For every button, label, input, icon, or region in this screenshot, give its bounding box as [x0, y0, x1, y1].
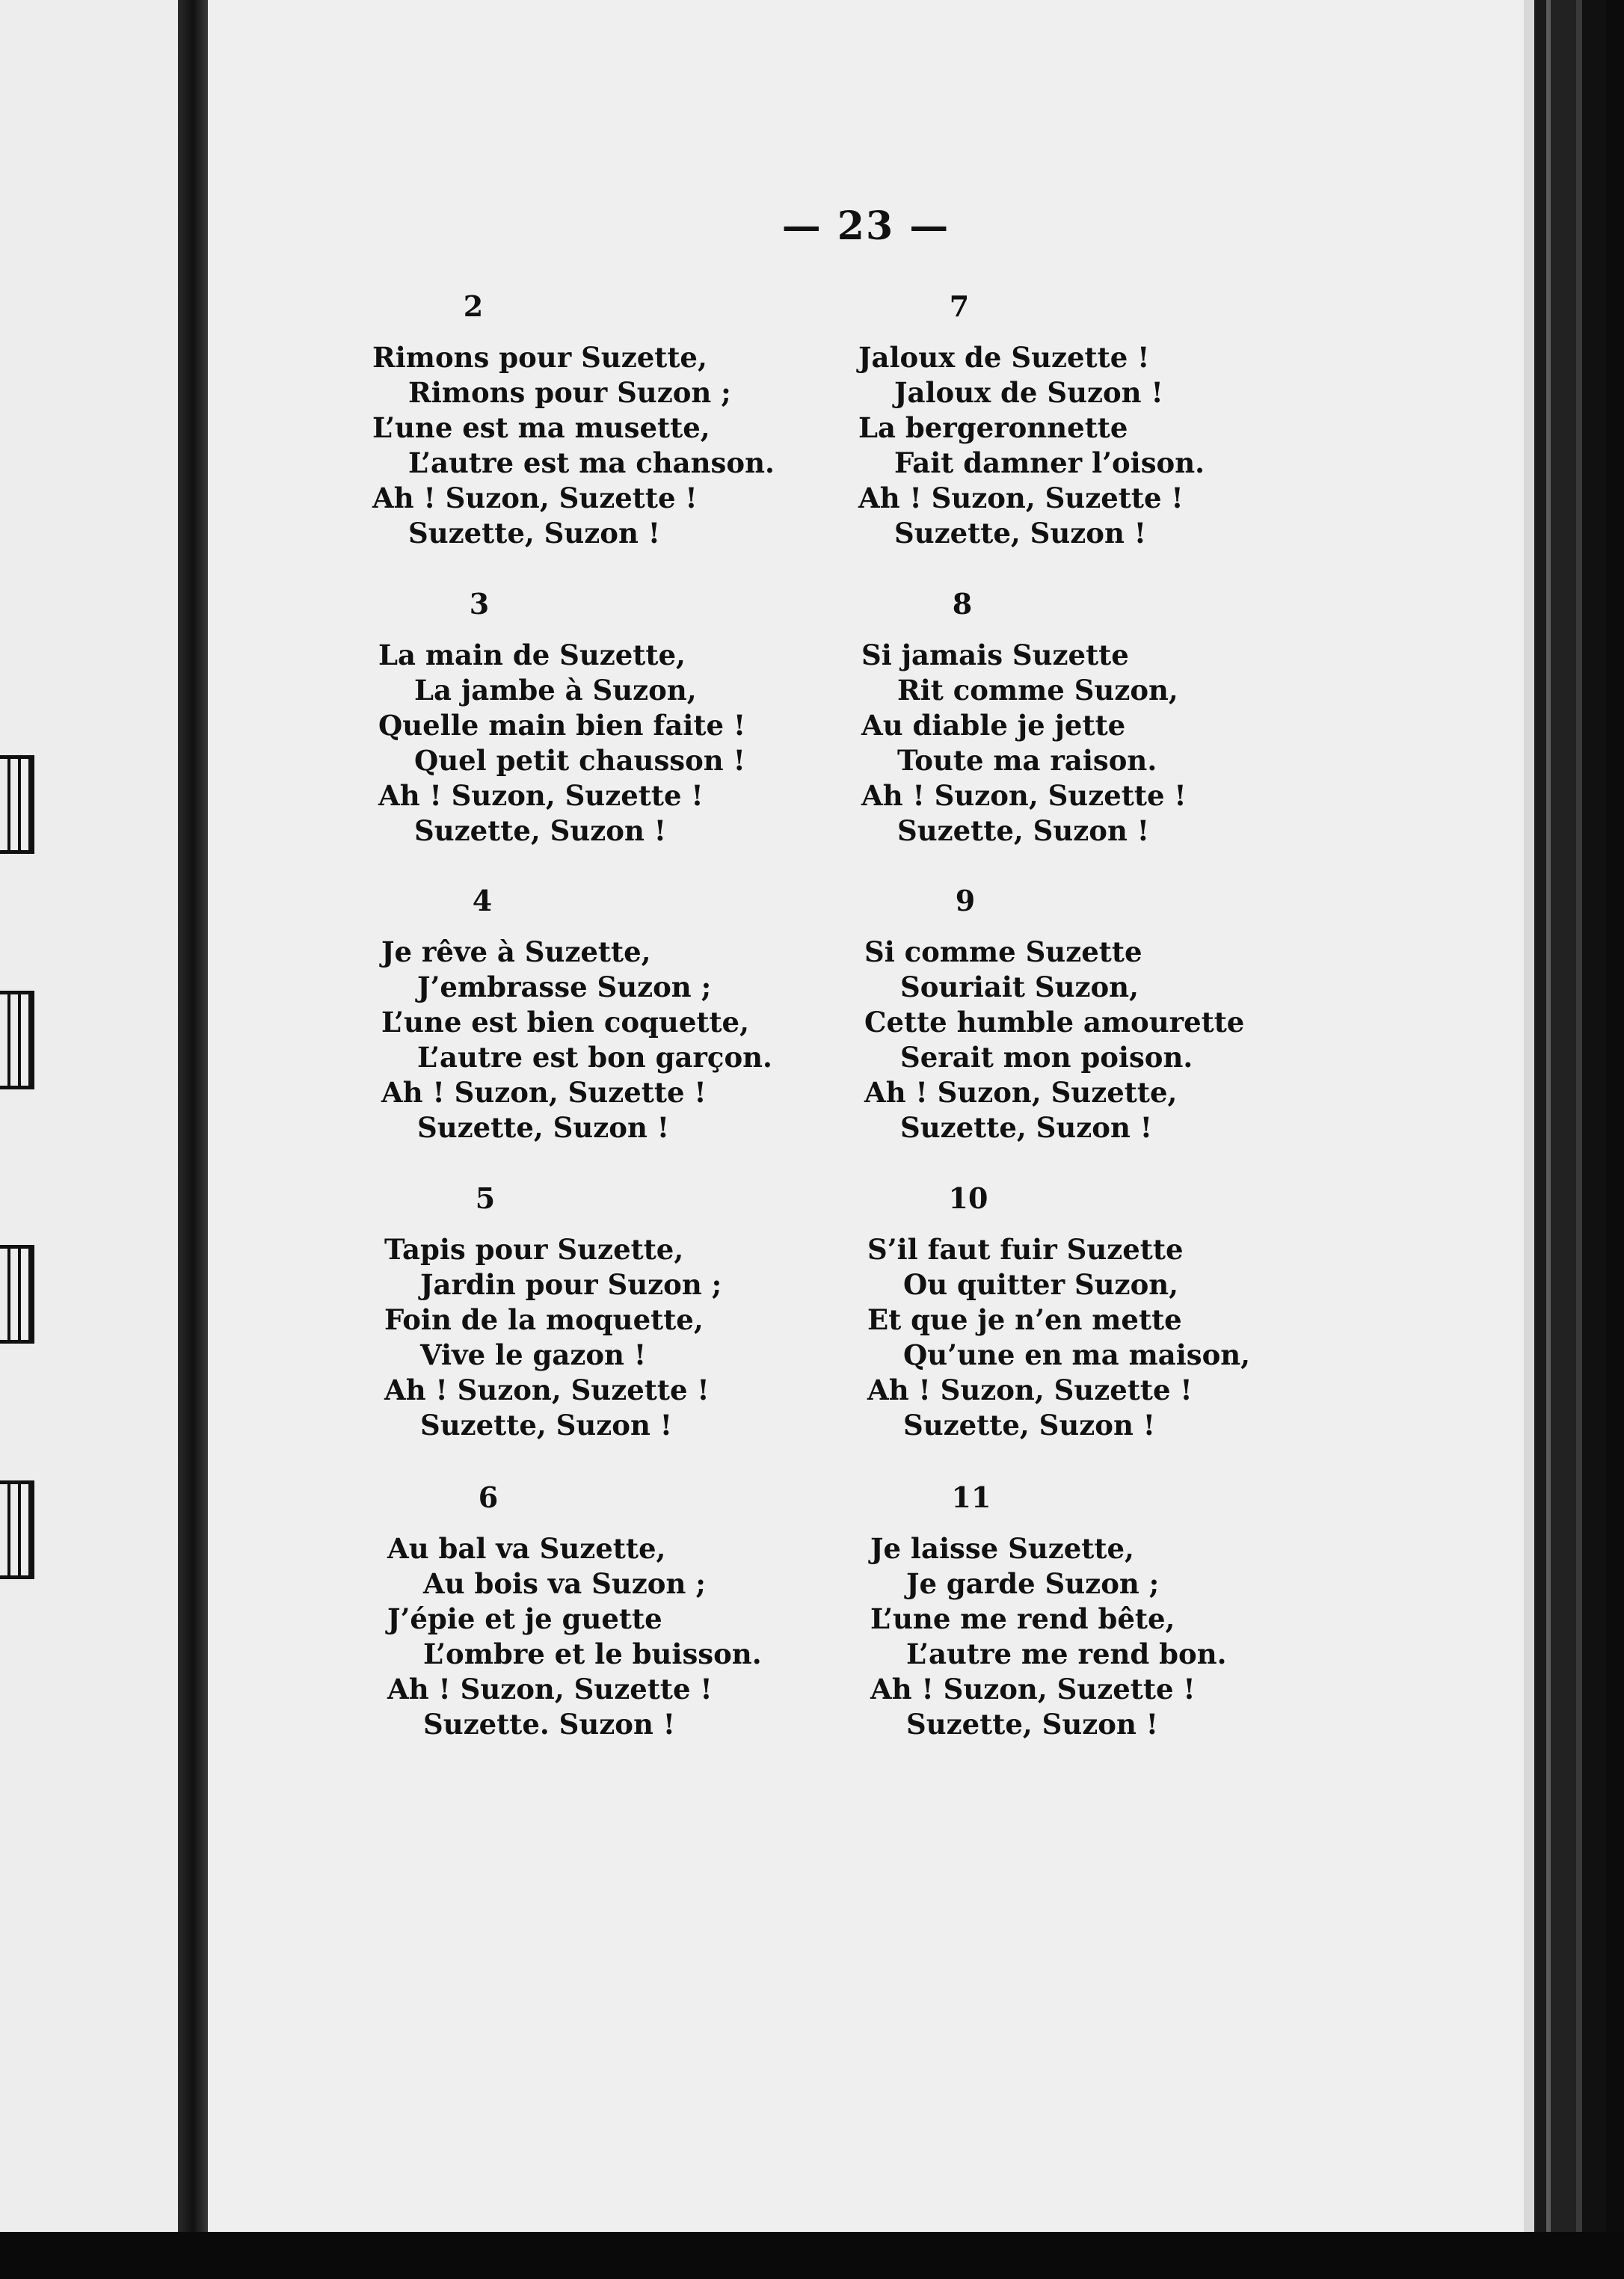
verse-line: Ah ! Suzon, Suzette !: [378, 779, 704, 812]
previous-page-edge: [0, 0, 178, 2232]
verse-line: Jaloux de Suzon !: [894, 376, 1163, 409]
verse-line: Ah ! Suzon, Suzette,: [864, 1076, 1178, 1109]
verse-line: Serait mon poison.: [900, 1041, 1193, 1074]
stanza: [867, 1180, 1316, 1443]
page-tab-mark: [0, 1480, 34, 1579]
verse-line: Au bal va Suzette,: [387, 1532, 666, 1565]
verse-line: Ou quitter Suzon,: [903, 1268, 1179, 1301]
verse-line: S’il faut fuir Suzette: [867, 1233, 1184, 1266]
verse-line: Je garde Suzon ;: [906, 1567, 1160, 1600]
stanza: [384, 1180, 833, 1443]
page-tab-mark: [0, 991, 34, 1089]
book-gutter: [178, 0, 208, 2232]
verse-line: Ah ! Suzon, Suzette !: [381, 1076, 707, 1109]
verse-line: Ah ! Suzon, Suzette !: [870, 1673, 1196, 1706]
verse-line: Je rêve à Suzette,: [381, 935, 651, 968]
verse-line: Jaloux de Suzette !: [858, 341, 1150, 374]
verse-line: L’une est ma musette,: [372, 411, 710, 444]
verse-line: Suzette, Suzon !: [408, 517, 660, 550]
verse-line: L’autre est bon garçon.: [417, 1041, 772, 1074]
stanza: [864, 882, 1313, 1145]
verse-line: Ah ! Suzon, Suzette !: [387, 1673, 713, 1706]
verse-line: Souriait Suzon,: [900, 971, 1139, 1003]
verse-line: Tapis pour Suzette,: [384, 1233, 684, 1266]
verse-line: Suzette, Suzon !: [420, 1409, 672, 1442]
verse-line: Je laisse Suzette,: [870, 1532, 1134, 1565]
verse-line: Ah ! Suzon, Suzette !: [861, 779, 1187, 812]
verse-line: L’autre est ma chanson.: [408, 446, 775, 479]
verse-line: La jambe à Suzon,: [414, 674, 697, 707]
verse-line: Rimons pour Suzon ;: [408, 376, 731, 409]
verse-line: Ah ! Suzon, Suzette !: [384, 1374, 710, 1406]
stanza-number: 11: [951, 1480, 991, 1514]
stanza-number: 4: [472, 884, 493, 917]
stanza: [870, 1479, 1319, 1742]
verse-line: Suzette, Suzon !: [414, 814, 666, 847]
stanza: [378, 585, 827, 849]
verse-line: Suzette. Suzon !: [423, 1708, 675, 1741]
verse-line: Vive le gazon !: [420, 1338, 647, 1371]
verse-line: L’une me rend bête,: [870, 1602, 1175, 1635]
page-tab-mark: [0, 755, 34, 854]
stanza-number: 5: [475, 1181, 496, 1215]
verse-line: Suzette, Suzon !: [417, 1111, 669, 1144]
verse-line: Cette humble amourette: [864, 1006, 1245, 1039]
verse-line: Au diable je jette: [861, 709, 1126, 742]
stanza: [372, 288, 821, 551]
verse-line: La bergeronnette: [858, 411, 1128, 444]
stanza-number: 3: [469, 587, 490, 621]
page-number: — 23 —: [781, 203, 950, 249]
stanza-number: 10: [948, 1181, 988, 1215]
stanza-number: 6: [478, 1480, 499, 1514]
verse-line: Jardin pour Suzon ;: [420, 1268, 722, 1301]
verse-line: Quel petit chausson !: [414, 744, 745, 777]
page-stack-edge: [1524, 0, 1606, 2232]
verse-line: Qu’une en ma maison,: [903, 1338, 1251, 1371]
page-tab-mark: [0, 1245, 34, 1344]
verse-line: Au bois va Suzon ;: [423, 1567, 706, 1600]
verse-line: Ah ! Suzon, Suzette !: [867, 1374, 1193, 1406]
stanza-number: 7: [949, 289, 970, 323]
verse-line: Foin de la moquette,: [384, 1303, 704, 1336]
stanza: [861, 585, 1310, 849]
verse-line: Rit comme Suzon,: [897, 674, 1178, 707]
verse-line: Quelle main bien faite !: [378, 709, 746, 742]
verse-line: J’embrasse Suzon ;: [417, 971, 712, 1003]
verse-line: Fait damner l’oison.: [894, 446, 1205, 479]
stanza: [381, 882, 830, 1145]
verse-line: Rimons pour Suzette,: [372, 341, 707, 374]
verse-line: L’ombre et le buisson.: [423, 1637, 762, 1670]
verse-line: Suzette, Suzon !: [900, 1111, 1152, 1144]
verse-line: Toute ma raison.: [897, 744, 1157, 777]
verse-line: Si jamais Suzette: [861, 639, 1129, 671]
stanza-number: 9: [955, 884, 976, 917]
book-page: [208, 0, 1524, 2232]
verse-line: L’une est bien coquette,: [381, 1006, 749, 1039]
stanza-number: 8: [952, 587, 973, 621]
scan-border: [0, 2232, 1624, 2279]
verse-line: Suzette, Suzon !: [903, 1409, 1155, 1442]
verse-line: La main de Suzette,: [378, 639, 686, 671]
verse-line: Suzette, Suzon !: [894, 517, 1146, 550]
verse-line: J’épie et je guette: [387, 1602, 662, 1635]
verse-line: Et que je n’en mette: [867, 1303, 1182, 1336]
stanza: [387, 1479, 836, 1742]
verse-line: Suzette, Suzon !: [897, 814, 1149, 847]
verse-line: L’autre me rend bon.: [906, 1637, 1227, 1670]
verse-line: Si comme Suzette: [864, 935, 1142, 968]
verse-line: Suzette, Suzon !: [906, 1708, 1158, 1741]
verse-line: Ah ! Suzon, Suzette !: [372, 482, 698, 514]
verse-line: Ah ! Suzon, Suzette !: [858, 482, 1184, 514]
stanza-number: 2: [463, 289, 484, 323]
stanza: [858, 288, 1307, 551]
